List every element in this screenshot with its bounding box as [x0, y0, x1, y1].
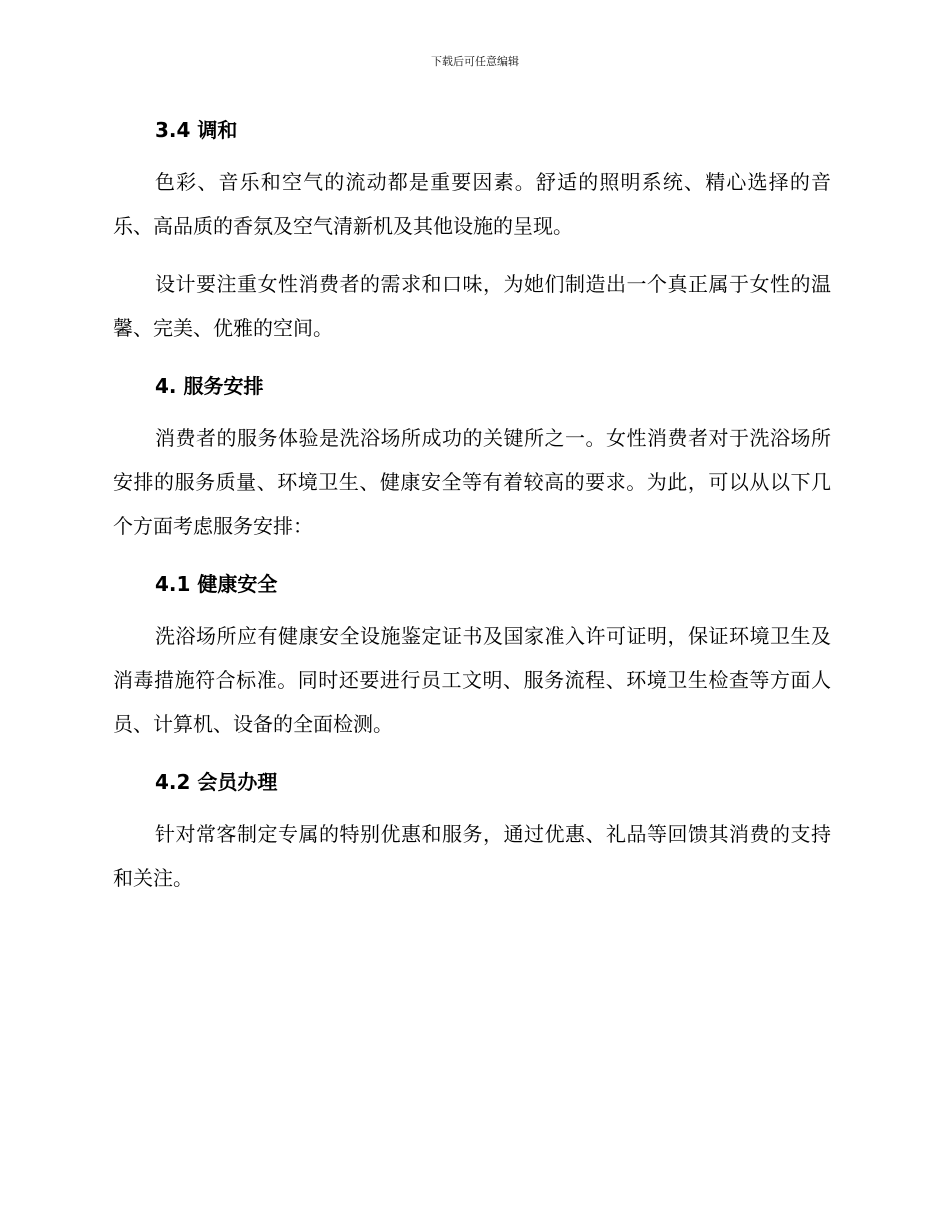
- page-header-note: 下载后可任意编辑: [431, 55, 519, 68]
- section-heading-4: 4. 服务安排: [155, 374, 264, 398]
- paragraph: 洗浴场所应有健康安全设施鉴定证书及国家准入许可证明，保证环境卫生及消毒措施符合标准。同时还要进行员工文明、服务流程、环境卫生检查等方面人员、计算机、设备的全面检测。: [113, 624, 831, 736]
- document-body: [113, 108, 831, 914]
- section-heading-4-1: 4.1 健康安全: [155, 572, 278, 596]
- paragraph: 针对常客制定专属的特别优惠和服务，通过优惠、礼品等回馈其消费的支持和关注。: [113, 822, 831, 890]
- section-heading-4-2: 4.2 会员办理: [155, 770, 278, 794]
- section-heading-3-4: 3.4 调和: [155, 118, 238, 142]
- paragraph: 设计要注重女性消费者的需求和口味，为她们制造出一个真正属于女性的温馨、完美、优雅的空间。: [113, 272, 831, 340]
- paragraph: 色彩、音乐和空气的流动都是重要因素。舒适的照明系统、精心选择的音乐、高品质的香氛及空气清新机及其他设施的呈现。: [113, 170, 831, 238]
- paragraph: 消费者的服务体验是洗浴场所成功的关键所之一。女性消费者对于洗浴场所安排的服务质量、环境卫生、健康安全等有着较高的要求。为此，可以从以下几个方面考虑服务安排：: [113, 426, 831, 538]
